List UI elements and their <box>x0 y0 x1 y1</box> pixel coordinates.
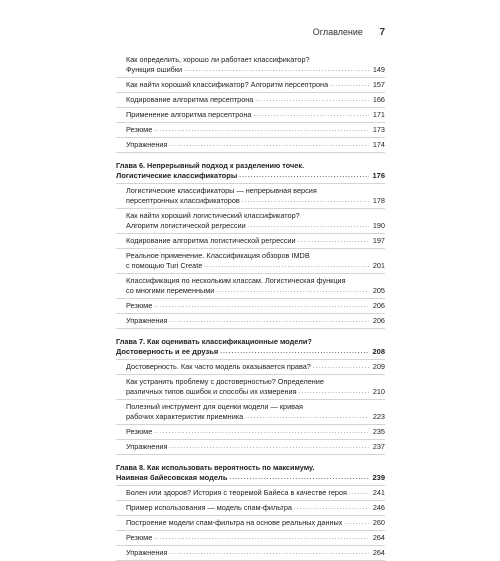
toc-entry-title-line: Глава 8. Как использовать вероятность по максимуму. <box>116 463 315 472</box>
dot-leader <box>344 519 369 528</box>
toc-entry-title-line: Логистические классификаторы <box>116 171 238 180</box>
toc-page-number: 264 <box>372 548 385 557</box>
toc-page-number: 149 <box>372 65 385 74</box>
toc-entry <box>116 486 385 501</box>
toc-entry-title-line: Упражнения <box>126 442 168 451</box>
dot-leader <box>169 317 369 326</box>
toc-page-number: 178 <box>372 196 385 205</box>
toc-page-number: 157 <box>372 80 385 89</box>
dot-leader <box>204 262 369 271</box>
toc-entry <box>116 299 385 314</box>
toc-entry <box>116 54 385 78</box>
toc-entry <box>116 123 385 138</box>
toc-entry <box>116 375 385 400</box>
toc-entry-title-line: Наивная байесовская модель <box>116 473 228 482</box>
toc-entry <box>116 360 385 375</box>
toc-entry <box>116 249 385 274</box>
dot-leader <box>294 504 369 513</box>
dot-leader <box>154 534 369 543</box>
toc-entry-title-line: Как устранить проблему с достоверностью? Определение <box>126 377 324 386</box>
dot-leader <box>216 287 369 296</box>
toc-page-number: 239 <box>372 473 385 482</box>
dot-leader <box>169 141 369 150</box>
dot-leader <box>248 222 369 231</box>
toc-entry-title-line: Глава 7. Как оценивать классификационные модели? <box>116 337 312 346</box>
toc-entry <box>116 78 385 93</box>
dot-leader <box>330 81 369 90</box>
toc-page-number: 171 <box>372 110 385 119</box>
toc-entry-title-line: Пример использования — модель спам-фильтра <box>126 503 292 512</box>
toc-entry-title-line: Как найти хороший логистический классификатор? <box>126 211 300 220</box>
toc-page-number: 223 <box>372 412 385 421</box>
toc-page-number: 210 <box>372 387 385 396</box>
dot-leader <box>154 428 369 437</box>
toc-entry-title-line: Полезный инструмент для оценки модели — кривая <box>126 402 303 411</box>
dot-leader <box>255 96 369 105</box>
dot-leader <box>154 126 369 135</box>
dot-leader <box>349 489 369 498</box>
dot-leader <box>239 172 369 181</box>
toc-chapter <box>116 159 385 184</box>
toc-page-number: 241 <box>372 488 385 497</box>
toc-chapter <box>116 335 385 360</box>
toc-entry-title-line: Кодирование алгоритма персептрона <box>126 95 254 104</box>
toc-entry <box>116 274 385 299</box>
toc-entry <box>116 93 385 108</box>
toc-entry <box>116 400 385 425</box>
dot-leader <box>184 66 369 75</box>
toc-page-number: 264 <box>372 533 385 542</box>
toc-entry-title-line: Достоверность. Как часто модель оказывается права? <box>126 362 311 371</box>
toc-chapter <box>116 461 385 486</box>
toc-page-number: 197 <box>372 236 385 245</box>
toc-entry-title-line: Резюме <box>126 125 153 134</box>
toc-entry <box>116 184 385 209</box>
toc-page-number: 235 <box>372 427 385 436</box>
dot-leader <box>253 111 369 120</box>
toc-entry-title-line: Кодирование алгоритма логистической регрессии <box>126 236 296 245</box>
toc-page-number: 166 <box>372 95 385 104</box>
toc-entry-title-line: рабочих характеристик приемника <box>126 412 244 421</box>
toc-page-number: 201 <box>372 261 385 270</box>
toc-entry-title-line: Упражнения <box>126 316 168 325</box>
toc-entry <box>116 440 385 455</box>
toc-page-number: 237 <box>372 442 385 451</box>
dot-leader <box>229 474 369 483</box>
toc-entry-title-line: Алгоритм логистической регрессии <box>126 221 246 230</box>
toc-entry <box>116 234 385 249</box>
dot-leader <box>298 237 369 246</box>
dot-leader <box>169 443 369 452</box>
toc-entry-title-line: различных типов ошибок и способы их измерения <box>126 387 297 396</box>
toc-entry-title-line: Функция ошибки <box>126 65 183 74</box>
toc-entry-title-line: Как определить, хорошо ли работает классификатор? <box>126 55 310 64</box>
dot-leader <box>220 348 369 357</box>
toc-entry <box>116 516 385 531</box>
toc-entry <box>116 546 385 561</box>
toc-page-number: 173 <box>372 125 385 134</box>
toc-page-number: 190 <box>372 221 385 230</box>
toc-entry-title-line: Классификация по нескольким классам. Логистическая функция <box>126 276 346 285</box>
table-of-contents <box>116 54 385 561</box>
toc-entry-title-line: с помощью Turi Create <box>126 261 203 270</box>
toc-page-number: 209 <box>372 362 385 371</box>
toc-entry-title-line: персептронных классификаторов <box>126 196 240 205</box>
toc-entry-title-line: со многими переменными <box>126 286 215 295</box>
dot-leader <box>245 413 369 422</box>
page-number: 7 <box>379 27 385 38</box>
toc-entry-title-line: Достоверность и ее друзья <box>116 347 219 356</box>
toc-entry-title-line: Логистические классификаторы — непрерывная версия <box>126 186 317 195</box>
toc-entry-title-line: Упражнения <box>126 548 168 557</box>
toc-entry <box>116 209 385 234</box>
toc-page-number: 174 <box>372 140 385 149</box>
toc-page-number: 246 <box>372 503 385 512</box>
toc-entry-title-line: Построение модели спам-фильтра на основе реальных данных <box>126 518 343 527</box>
toc-entry-title-line: Резюме <box>126 533 153 542</box>
toc-page-number: 206 <box>372 301 385 310</box>
running-header-title: Оглавление <box>312 27 363 37</box>
dot-leader <box>169 549 369 558</box>
toc-entry <box>116 501 385 516</box>
dot-leader <box>242 197 369 206</box>
running-header <box>100 27 385 38</box>
toc-entry <box>116 314 385 329</box>
toc-entry-title-line: Как найти хороший классификатор? Алгоритм персептрона <box>126 80 329 89</box>
toc-entry-title-line: Резюме <box>126 427 153 436</box>
toc-entry <box>116 108 385 123</box>
toc-page-number: 260 <box>372 518 385 527</box>
toc-entry-title-line: Глава 6. Непрерывный подход к разделению точек. <box>116 161 305 170</box>
toc-page-number: 176 <box>372 171 385 180</box>
toc-entry-title-line: Реальное применение. Классификация обзоров IMDB <box>126 251 310 260</box>
toc-entry-title-line: Применение алгоритма персептрона <box>126 110 252 119</box>
toc-entry <box>116 138 385 153</box>
dot-leader <box>313 363 369 372</box>
toc-page-number: 208 <box>372 347 385 356</box>
dot-leader <box>299 388 369 397</box>
toc-entry-title-line: Болен или здоров? История с теоремой Байеса в качестве героя <box>126 488 347 497</box>
toc-page-number: 205 <box>372 286 385 295</box>
toc-entry-title-line: Резюме <box>126 301 153 310</box>
toc-entry <box>116 531 385 546</box>
toc-entry <box>116 425 385 440</box>
toc-page-number: 206 <box>372 316 385 325</box>
dot-leader <box>154 302 369 311</box>
toc-entry-title-line: Упражнения <box>126 140 168 149</box>
